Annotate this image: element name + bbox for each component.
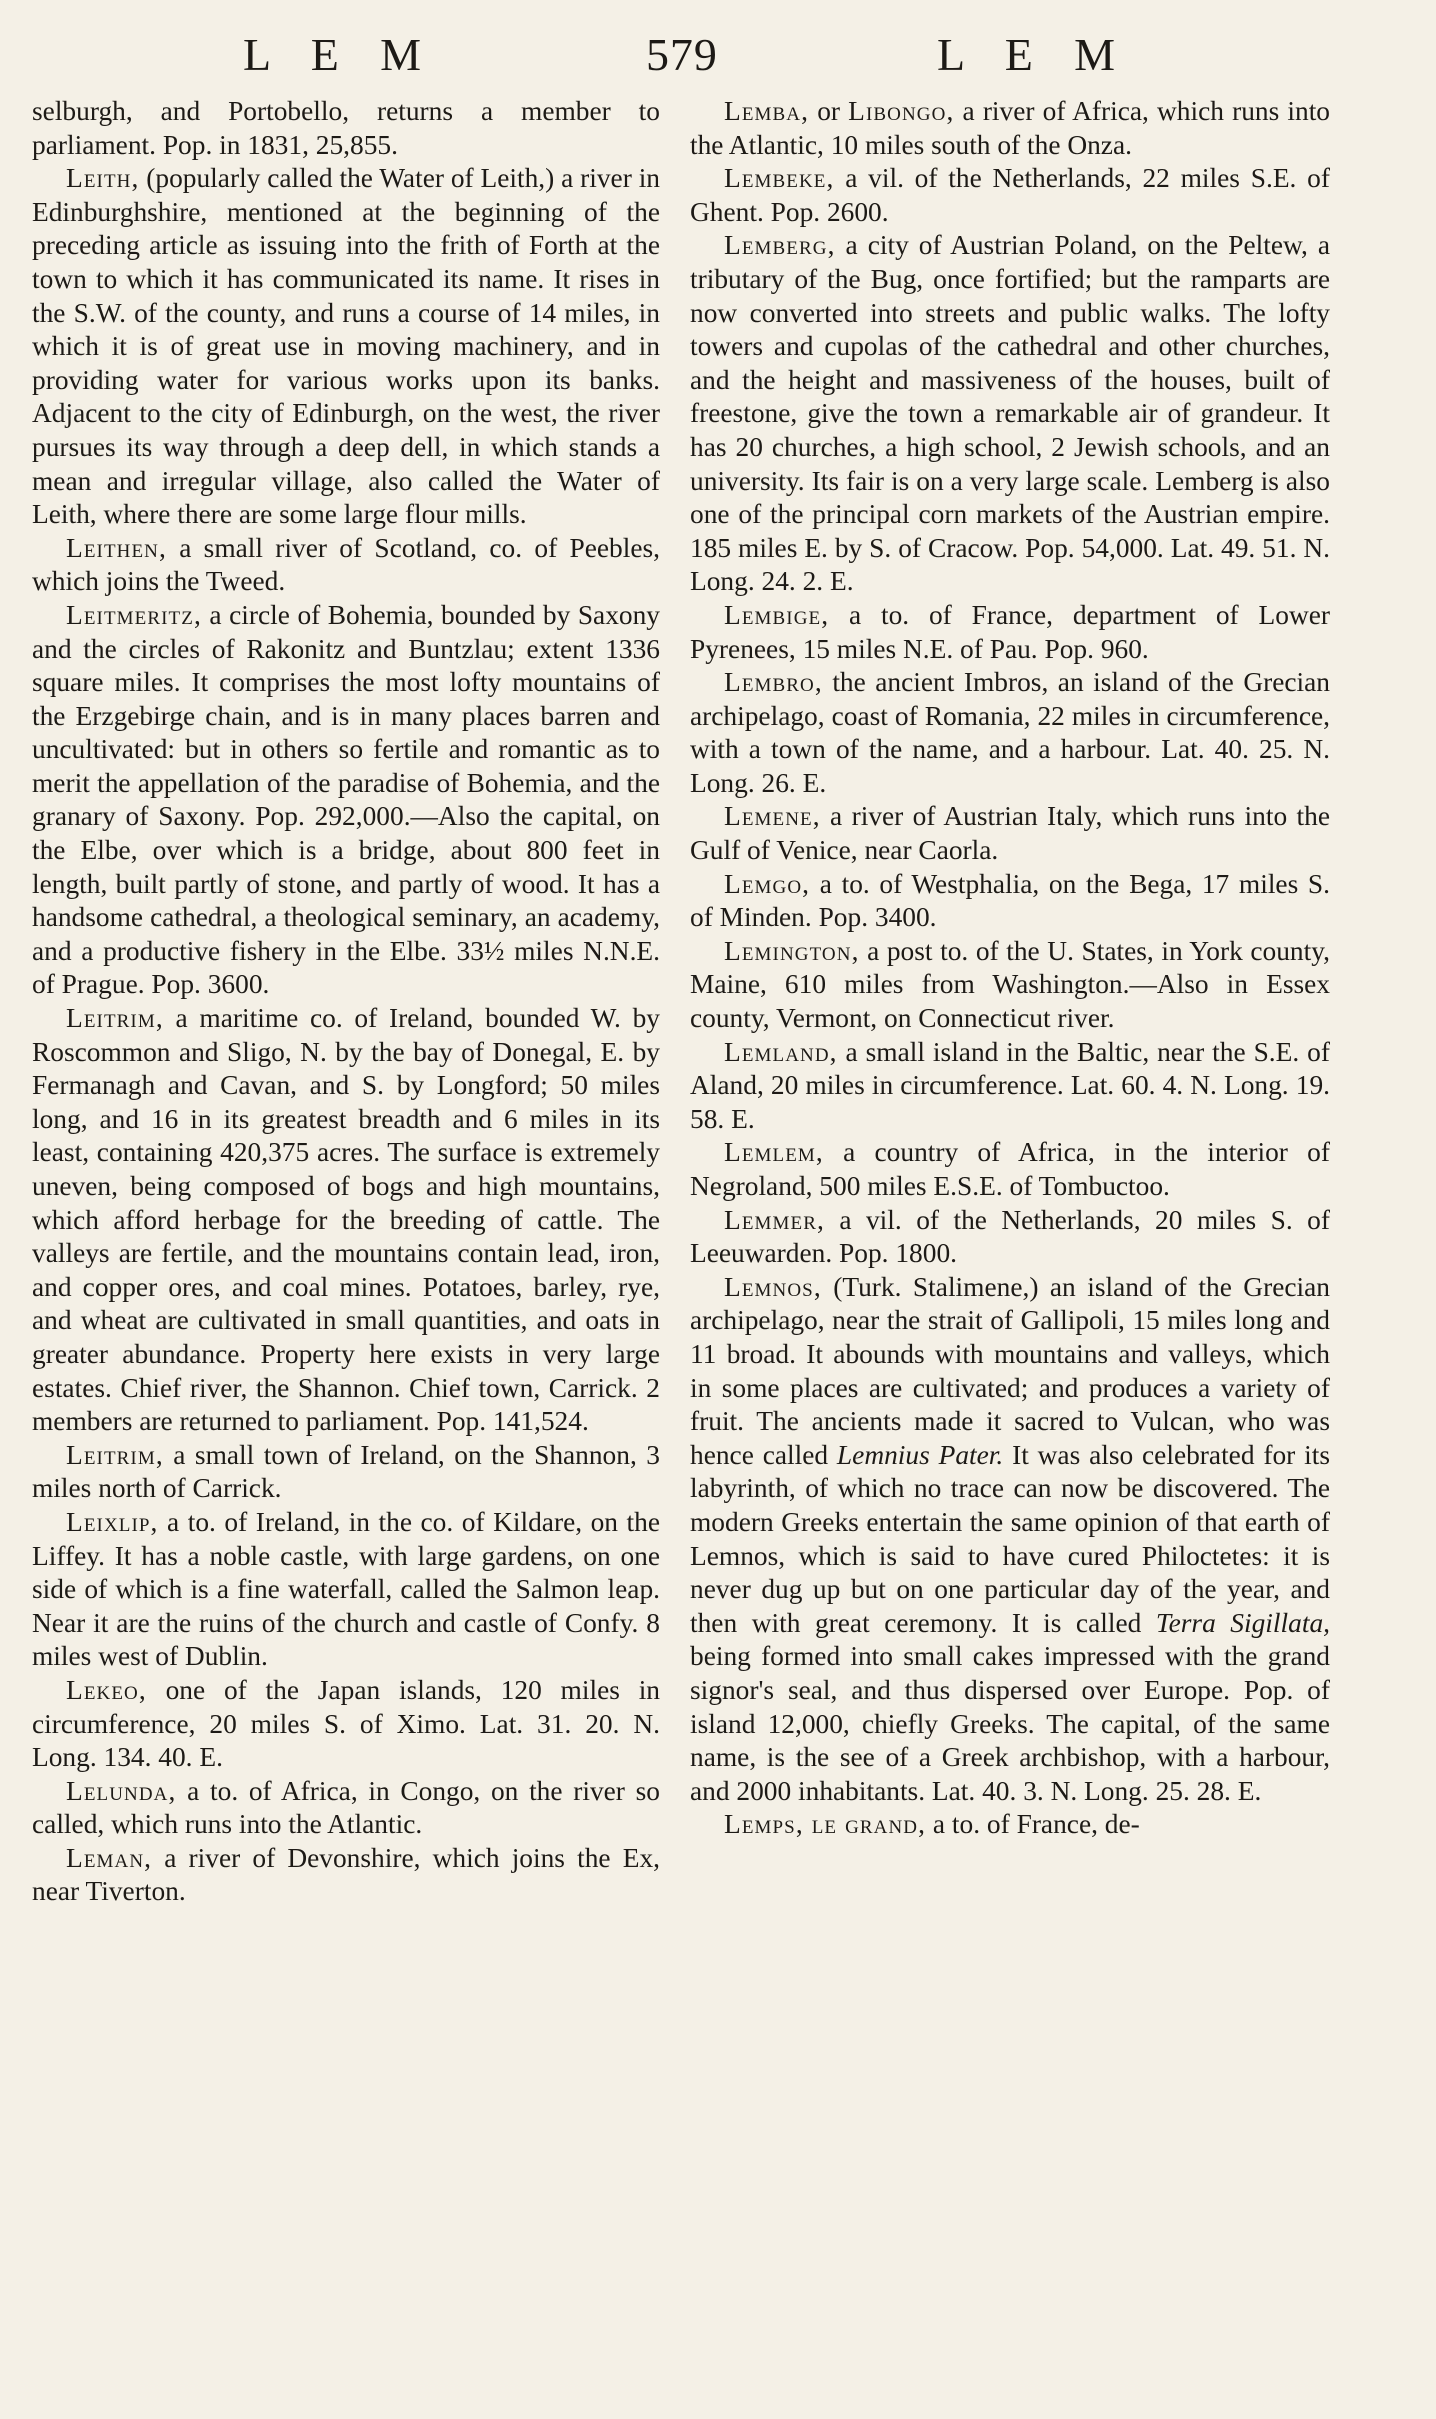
entry-lembige: Lembige, a to. of France, department of Lower Pyrenees, 15 miles N.E. of Pau. Pop. 960. [690, 599, 1330, 664]
entry-lekeo: Lekeo, one of the Japan islands, 120 miles in circumference, 20 miles S. of Ximo. Lat. 31. 20. N. Long. 134. 40. E. [32, 1674, 660, 1773]
headword: Lembro, [724, 667, 823, 698]
entry-leitrim-county: Leitrim, a maritime co. of Ireland, bounded W. by Roscommon and Sligo, N. by the bay of Donegal, E. by Fermanagh and Cavan, and S. by Longford; 50 miles long, and 16 in its greatest breadth and 6 miles in its least, containing 420,375 acres. The surface is extremely uneven, being composed of bogs and high mountains, which afford herbage for the breeding of cattle. The valleys are fertile, and the mountains contain lead, iron, and copper ores, and coal mines. Potatoes, barley, rye, and wheat are cultivated in small quantities, and oats in greater abundance. Property here exists in very large estates. Chief river, the Shannon. Chief town, Carrick. 2 members are returned to parliament. Pop. 141,524. [32, 1003, 660, 1437]
page-number: 579 [646, 29, 718, 80]
header-left: L E M [243, 29, 422, 80]
running-header [0, 28, 1436, 88]
headword: Lekeo, [66, 1674, 147, 1705]
entry-lemgo: Lemgo, a to. of Westphalia, on the Bega, 17 miles S. of Minden. Pop. 3400. [690, 868, 1330, 933]
headword: Leixlip, [66, 1506, 159, 1537]
entry-lelunda: Lelunda, a to. of Africa, in Congo, on the river so called, which runs into the Atlantic. [32, 1775, 660, 1840]
entry-lemps: Lemps, le grand, a to. of France, de- [724, 1809, 1140, 1840]
headword: Lemene, [724, 801, 821, 832]
headword: Lemington, [724, 935, 860, 966]
entry-lemnos: Lemnos, (Turk. Stalimene,) an island of the Grecian archipelago, near the strait of Gallipoli, 15 miles long and 11 broad. It abounds with mountains and valleys, which in some places are cultivated; and produces a variety of fruit. The ancients made it sacred to Vulcan, who was hence called Lemnius Pater. It was also celebrated for its labyrinth, of which no trace can now be discovered. The modern Greeks entertain the same opinion of that earth of Lemnos, which is said to have cured Philoctetes: it is never dug up but on one particular day of the year, and then with great ceremony. It is called Terra Sigillata, being formed into small cakes impressed with the grand signor's seal, and thus dispersed over Europe. Pop. of island 12,000, chiefly Greeks. The capital, of the same name, is the see of a Greek archbishop, with a harbour, and 2000 inhabitants. Lat. 40. 3. N. Long. 25. 28. E. [690, 1271, 1331, 1806]
entry-lemland: Lemland, a small island in the Baltic, near the S.E. of Aland, 20 miles in circumference. Lat. 60. 4. N. Long. 19. 58. E. [690, 1036, 1330, 1134]
headword: Lemland, [724, 1036, 838, 1067]
entry-lembro: Lembro, the ancient Imbros, an island of the Grecian archipelago, coast of Romania, 22 miles in circumference, with a town of the name, and a harbour. Lat. 40. 25. N. Long. 26. E. [690, 667, 1330, 798]
entry-lemington: Lemington, a post to. of the U. States, in York county, Maine, 610 miles from Washington.—Also in Essex county, Vermont, on Connecticut river. [690, 935, 1330, 1034]
headword-alt: Libongo, [848, 96, 955, 126]
headword: Leithen, [66, 532, 167, 563]
headword: Leith, [66, 163, 140, 194]
headword: Lemps, le grand, [724, 1809, 927, 1840]
entry-continuation: selburgh, and Portobello, returns a member to parliament. Pop. in 1831, 25,855. [32, 96, 660, 160]
headword: Lemlem, [724, 1137, 824, 1168]
headword: Lembige, [724, 599, 830, 630]
entry-lemene: Lemene, a river of Austrian Italy, which runs into the Gulf of Venice, near Caorla. [690, 801, 1330, 866]
headword: Leitrim, [66, 1439, 164, 1470]
entry-leitrim-town: Leitrim, a small town of Ireland, on the Shannon, 3 miles north of Carrick. [32, 1439, 660, 1504]
entry-leixlip: Leixlip, a to. of Ireland, in the co. of Kildare, on the Liffey. It has a noble castle, with large gardens, on one side of which is a fine waterfall, called the Salmon leap. Near it are the ruins of the church and castle of Confy. 8 miles west of Dublin. [32, 1506, 660, 1672]
headword: Leitrim, [66, 1003, 164, 1034]
header-right: L E M [937, 29, 1116, 80]
headword: Lemba, [724, 96, 810, 126]
entry-leith: Leith, (popularly called the Water of Leith,) a river in Edinburghshire, mentioned at the beginning of the preceding article as issuing into the frith of Forth at the town to which it has communicated its name. It rises in the S.W. of the county, and runs a course of 14 miles, in which it is of great use in moving machinery, and in providing water for various works upon its banks. Adjacent to the city of Edinburgh, on the west, the river pursues its way through a deep dell, in which stands a mean and irregular village, also called the Water of Leith, where there are some large flour mills. [32, 163, 660, 530]
headword: Lelunda, [66, 1775, 177, 1806]
left-column [32, 95, 660, 1909]
right-column [690, 95, 1330, 1842]
entry-lembeke: Lembeke, a vil. of the Netherlands, 22 miles S.E. of Ghent. Pop. 2600. [690, 163, 1330, 227]
entry-leithen: Leithen, a small river of Scotland, co. of Peebles, which joins the Tweed. [32, 532, 660, 597]
entry-lemlem: Lemlem, a country of Africa, in the interior of Negroland, 500 miles E.S.E. of Tombuctoo. [690, 1137, 1330, 1201]
headword: Leman, [66, 1842, 153, 1873]
entry-leman: Leman, a river of Devonshire, which joins the Ex, near Tiverton. [32, 1842, 660, 1907]
headword: Lemberg, [724, 230, 836, 261]
italic-phrase: Terra Sigillata, [1155, 1607, 1330, 1638]
entry-leitmeritz: Leitmeritz, a circle of Bohemia, bounded by Saxony and the circles of Rakonitz and Buntzlau; extent 1336 square miles. It comprises the most lofty mountains of the Erzgebirge chain, and is in many places barren and uncultivated: but in others so fertile and romantic as to merit the appellation of the paradise of Bohemia, and the granary of Saxony. Pop. 292,000.—Also the capital, on the Elbe, over which is a bridge, about 800 feet in length, built partly of stone, and partly of wood. It has a handsome cathedral, a theological seminary, an academy, and a productive fishery in the Elbe. 33½ miles N.N.E. of Prague. Pop. 3600. [32, 599, 660, 1000]
entry-lemmer: Lemmer, a vil. of the Netherlands, 20 miles S. of Leeuwarden. Pop. 1800. [690, 1204, 1330, 1269]
entry-lemba: Lemba, or Libongo, a river of Africa, which runs into the Atlantic, 10 miles south of the Onza. [690, 96, 1331, 160]
headword: Lemgo, [724, 868, 811, 899]
italic-phrase: Lemnius Pater. [836, 1439, 1004, 1470]
entry-lemberg: Lemberg, a city of Austrian Poland, on the Peltew, a tributary of the Bug, once fortified; but the ramparts are now converted into streets and public walks. The lofty towers and cupolas of the cathedral and other churches, and the height and massiveness of the houses, built of freestone, give the town a remarkable air of grandeur. It has 20 churches, a high school, 2 Jewish schools, and an university. Its fair is on a very large scale. Lemberg is also one of the principal corn markets of the Austrian empire. 185 miles E. by S. of Cracow. Pop. 54,000. Lat. 49. 51. N. Long. 24. 2. E. [690, 230, 1330, 597]
headword: Lembeke, [724, 163, 835, 194]
headword: Lemnos, [724, 1271, 822, 1302]
headword: Leitmeritz, [66, 599, 202, 630]
headword: Lemmer, [724, 1204, 825, 1235]
